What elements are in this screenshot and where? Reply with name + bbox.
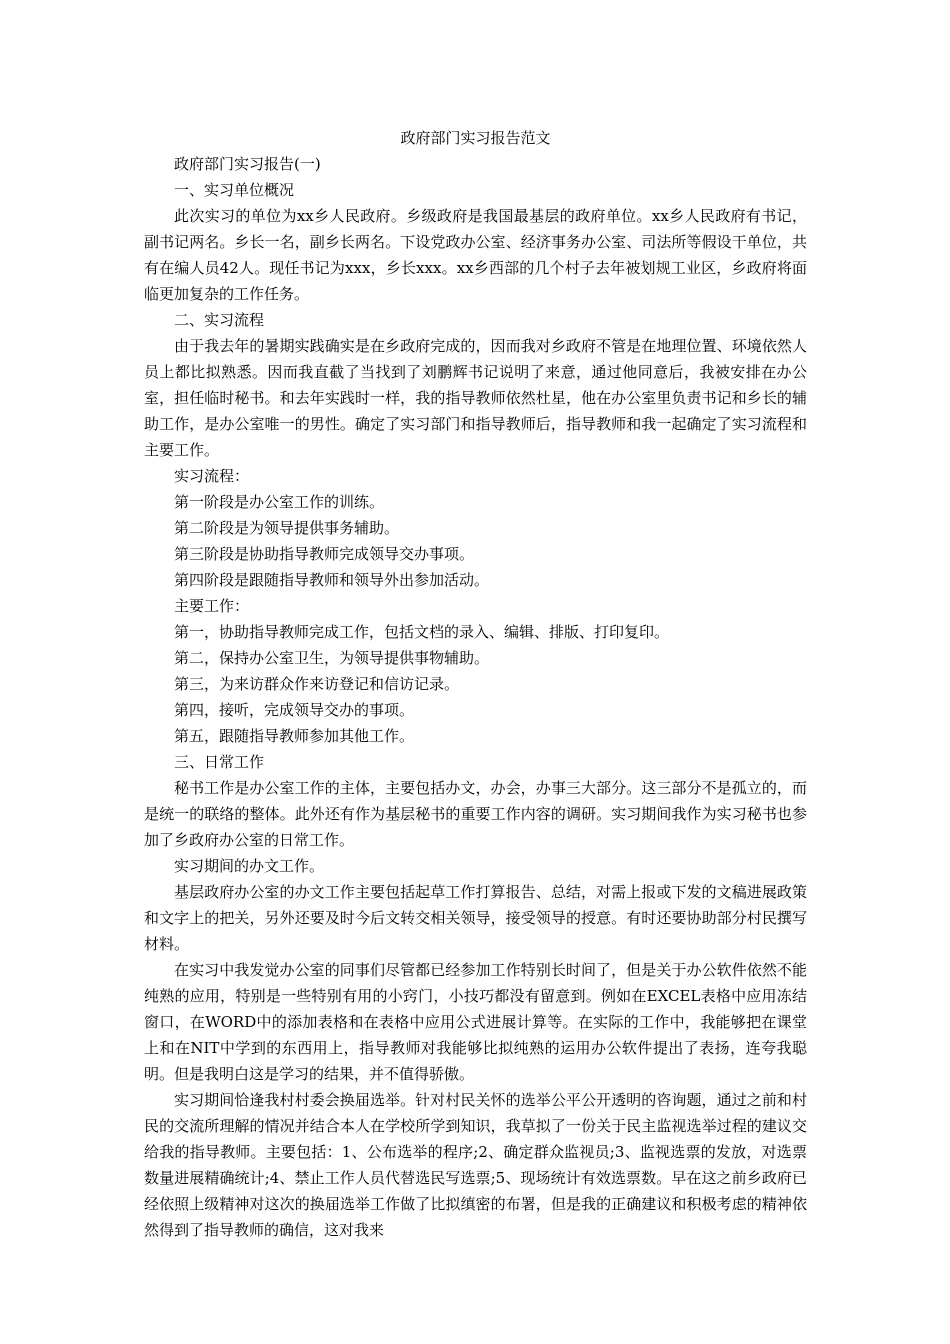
paragraph: 在实习中我发觉办公室的同事们尽管都已经参加工作特别长时间了，但是关于办公软件依然不能纯熟的应用，特别是一些特别有用的小窍门，小技巧都没有留意到。例如在EXCEL表格中应用冻结窗口，在WORD中的添加表格和在表格中应用公式进展计算等。在实际的工作中，我能够把在课堂上和在NIT中学到的东西用上，指导教师对我能够比拟纯熟的运用办公软件提出了表扬，连夸我聪明。但是我明白这是学习的结果，并不值得骄傲。 bbox=[144, 961, 807, 1083]
list-item: 第二阶段是为领导提供事务辅助。 bbox=[174, 519, 400, 537]
document-subtitle: 政府部门实习报告(一) bbox=[174, 155, 321, 173]
paragraph: 由于我去年的暑期实践确实是在乡政府完成的，因而我对乡政府不管是在地理位置、环境依然人员上都比拟熟悉。因而我直截了当找到了刘鹏辉书记说明了来意，通过他同意后，我被安排在办公室，担任临时秘书。和去年实践时一样，我的指导教师依然杜星，他在办公室里负责书记和乡长的辅助工作，是办公室唯一的男性。确定了实习部门和指导教师后，指导教师和我一起确定了实习流程和主要工作。 bbox=[144, 337, 807, 459]
paragraph: 实习期间恰逢我村村委会换届选举。针对村民关怀的选举公平公开透明的咨询题，通过之前和村民的交流所理解的情况并结合本人在学校所学到知识，我草拟了一份关于民主监视选举过程的建议交给我的指导教师。主要包括：1、公布选举的程序;2、确定群众监视员;3、监视选票的发放，对选票数量进展精确统计;4、禁止工作人员代替选民写选票;5、现场统计有效选票数。早在这之前乡政府已经依照上级精神对这次的换届选举工作做了比拟缜密的布署，但是我的正确建议和积极考虑的精神依然得到了指导教师的确信，这对我来 bbox=[144, 1091, 807, 1239]
document-title: 政府部门实习报告范文 bbox=[400, 129, 551, 147]
section-heading-2: 二、实习流程 bbox=[174, 311, 265, 329]
document-body bbox=[144, 125, 807, 1243]
list-item: 第三阶段是协助指导教师完成领导交办事项。 bbox=[174, 545, 475, 563]
list-item: 第二，保持办公室卫生，为领导提供事物辅助。 bbox=[174, 649, 490, 667]
paragraph: 此次实习的单位为xx乡人民政府。乡级政府是我国最基层的政府单位。xx乡人民政府有书记，副书记两名。乡长一名，副乡长两名。下设党政办公室、经济事务办公室、司法所等假设干单位，共有在编人员42人。现任书记为xxx，乡长xxx。xx乡西部的几个村子去年被划规工业区，乡政府将面临更加复杂的工作任务。 bbox=[144, 207, 807, 303]
list-item: 第四，接听，完成领导交办的事项。 bbox=[174, 701, 415, 719]
list-heading: 实习流程： bbox=[174, 467, 250, 485]
list-item: 第四阶段是跟随指导教师和领导外出参加活动。 bbox=[174, 571, 490, 589]
section-heading-1: 一、实习单位概况 bbox=[174, 181, 295, 199]
paragraph: 秘书工作是办公室工作的主体，主要包括办文，办会，办事三大部分。这三部分不是孤立的，而是统一的联络的整体。此外还有作为基层秘书的重要工作内容的调研。实习期间我作为实习秘书也参加了乡政府办公室的日常工作。 bbox=[144, 779, 807, 849]
list-item: 第一，协助指导教师完成工作，包括文档的录入、编辑、排版、打印复印。 bbox=[174, 623, 670, 641]
list-item: 第一阶段是办公室工作的训练。 bbox=[174, 493, 385, 511]
list-heading: 主要工作： bbox=[174, 597, 250, 615]
list-item: 第五，跟随指导教师参加其他工作。 bbox=[174, 727, 415, 745]
paragraph-heading: 实习期间的办文工作。 bbox=[174, 857, 325, 875]
paragraph: 基层政府办公室的办文工作主要包括起草工作打算报告、总结，对需上报或下发的文稿进展政策和文字上的把关，另外还要及时今后文转交相关领导，接受领导的授意。有时还要协助部分村民撰写材料。 bbox=[144, 883, 807, 953]
section-heading-3: 三、日常工作 bbox=[174, 753, 265, 771]
list-item: 第三，为来访群众作来访登记和信访记录。 bbox=[174, 675, 460, 693]
